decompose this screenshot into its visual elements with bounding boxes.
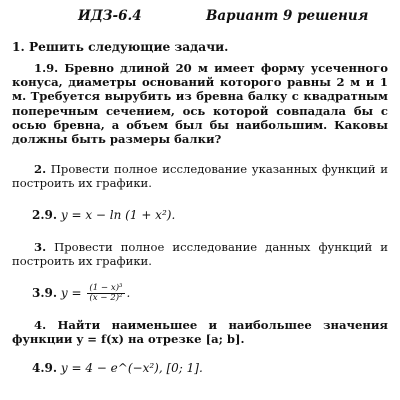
task4-number: 4. (34, 318, 47, 332)
task3-statement (12, 240, 388, 268)
formula-4-9 (32, 361, 203, 375)
task1-problem (12, 61, 388, 146)
formula-label: 3.9. (32, 286, 58, 300)
formula-lhs: y = (60, 286, 82, 300)
task4-statement (12, 318, 388, 346)
formula-3-9 (32, 284, 130, 303)
task2-number: 2. (34, 162, 47, 176)
task2-statement (12, 162, 388, 190)
variant-title: Вариант 9 решения (206, 8, 369, 24)
formula-2-9 (32, 208, 175, 222)
formula-expression: y = x − ln (1 + x²). (60, 208, 176, 222)
assignment-code: ИДЗ-6.4 (78, 8, 142, 24)
problem-number: 1.9. (34, 61, 59, 75)
fraction-numerator: (1 − x)³ (89, 283, 123, 293)
task3-number: 3. (34, 240, 47, 254)
formula-label: 2.9. (32, 208, 58, 222)
problem-text: Бревно длиной 20 м имеет форму усеченного конуса, диаметры оснований которого равны 2 м и 1 м. Требуется вырубить из бревна балку с квадратным поперечным сечением, ось которой совпадала бы с осью бревна, а объем был бы наибольшим. Каковы должны быть размеры балки? (12, 61, 388, 147)
fraction-denominator: (x − 2)² (89, 293, 123, 303)
task2-text: Провести полное исследование указанных функций и построить их графики. (12, 162, 389, 191)
task4-text: Найти наименьшее и наибольшее значения функции y = f(x) на отрезке [a; b]. (12, 318, 388, 347)
formula-fraction (87, 284, 124, 303)
header (78, 8, 378, 28)
task3-text: Провести полное исследование данных функций и построить их графики. (12, 240, 389, 269)
task1-title: 1. Решить следующие задачи. (12, 40, 229, 54)
formula-label: 4.9. (32, 361, 58, 375)
formula-tail: . (126, 286, 131, 300)
formula-expression: y = 4 − e^(−x²), [0; 1]. (60, 361, 203, 375)
